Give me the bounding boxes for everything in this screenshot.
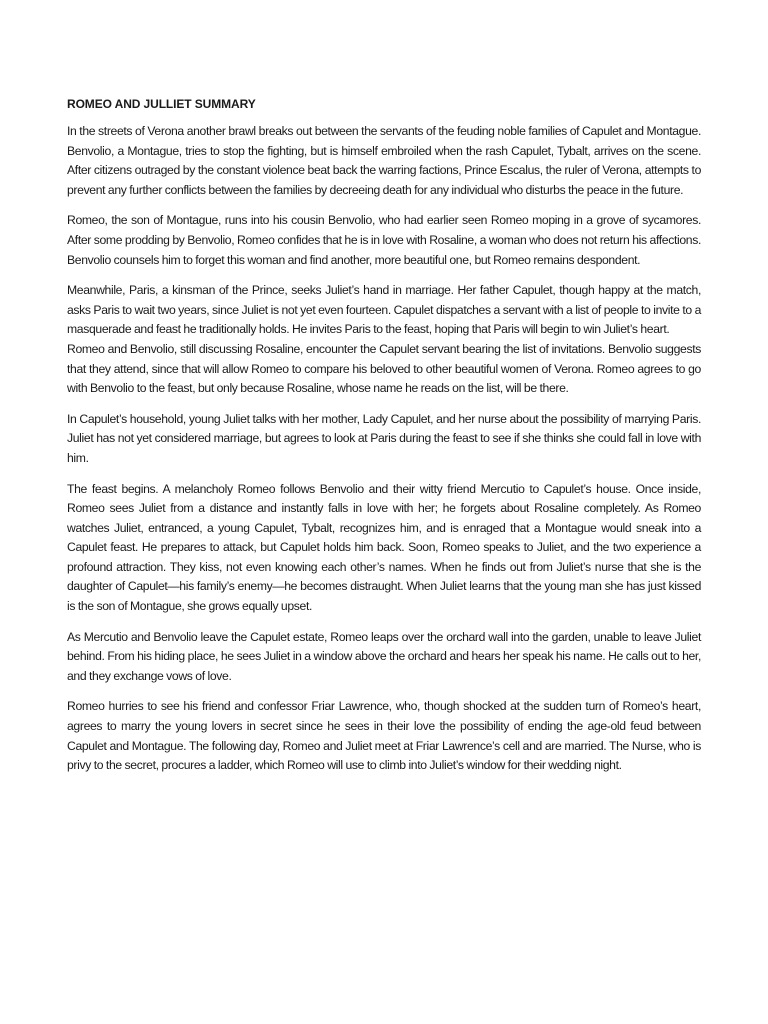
paragraph-feast: The feast begins. A melancholy Romeo follows Benvolio and their witty friend Mercutio to Capulet’s house. Once inside, Romeo sees Juliet from a distance and instantly falls in love with her; he forgets about Rosaline completely. As Romeo watches Juliet, entranced, a young Capulet, Tybalt, recognizes him, and is enraged that a Montague would sneak into a Capulet feast. He prepares to attack, but Capulet holds him back. Soon, Romeo speaks to Juliet, and the two experience a profound attraction. They kiss, not even knowing each other’s names. When he finds out from Juliet’s nurse that she is the daughter of Capulet—his family’s enemy—he becomes distraught. When Juliet learns that the young man she has just kissed is the son of Montague, she grows equally upset. (67, 481, 701, 614)
document-title: ROMEO AND JULLIET SUMMARY (67, 97, 256, 111)
paragraph-invitations: Romeo and Benvolio, still discussing Rosaline, encounter the Capulet servant bearing the list of invitations. Benvolio suggests that they attend, since that will allow Romeo to compare his beloved to other beautiful women of Verona. Romeo agrees to go with Benvolio to the feast, but only because Rosaline, whose name he reads on the list, will be there. (67, 341, 701, 396)
paragraph-orchard: As Mercutio and Benvolio leave the Capulet estate, Romeo leaps over the orchard wall into the garden, unable to leave Juliet behind. From his hiding place, he sees Juliet in a window above the orchard and hears her speak his name. He calls out to her, and they exchange vows of love. (67, 629, 701, 683)
paragraph-juliet-household: In Capulet’s household, young Juliet talks with her mother, Lady Capulet, and her nurse about the possibility of marrying Paris. Juliet has not yet considered marriage, but agrees to look at Paris during the feast to see if she thinks she could fall in love with him. (67, 411, 701, 465)
document-page (67, 96, 701, 787)
paragraph-romeo-rosaline: Romeo, the son of Montague, runs into his cousin Benvolio, who had earlier seen Romeo moping in a grove of sycamores. After some prodding by Benvolio, Romeo confides that he is in love with Rosaline, a woman who does not return his affections. Benvolio counsels him to forget this woman and find another, more beautiful one, but Romeo remains despondent. (67, 213, 701, 267)
paragraph-brawl: In the streets of Verona another brawl breaks out between the servants of the feuding noble families of Capulet and Montague. Benvolio, a Montague, tries to stop the fighting, but is himself embroiled when the rash Capulet, Tybalt, arrives on the scene. After citizens outraged by the constant violence beat back the warring factions, Prince Escalus, the ruler of Verona, attempts to prevent any further conflicts between the families by decreeing death for any individual who disturbs the peace in the future. (67, 124, 701, 197)
paragraph-paris: Meanwhile, Paris, a kinsman of the Prince, seeks Juliet’s hand in marriage. Her father Capulet, though happy at the match, asks Paris to wait two years, since Juliet is not yet even fourteen. Capulet dispatches a servant with a list of people to invite to a masquerade and feast he traditionally holds. He invites Paris to the feast, hoping that Paris will begin to win Juliet’s heart. (67, 283, 701, 337)
paragraph-friar-lawrence: Romeo hurries to see his friend and confessor Friar Lawrence, who, though shocked at the sudden turn of Romeo’s heart, agrees to marry the young lovers in secret since he sees in their love the possibility of ending the age-old feud between Capulet and Montague. The following day, Romeo and Juliet meet at Friar Lawrence’s cell and are married. The Nurse, who is privy to the secret, procures a ladder, which Romeo will use to climb into Juliet’s window for their wedding night. (67, 699, 701, 773)
